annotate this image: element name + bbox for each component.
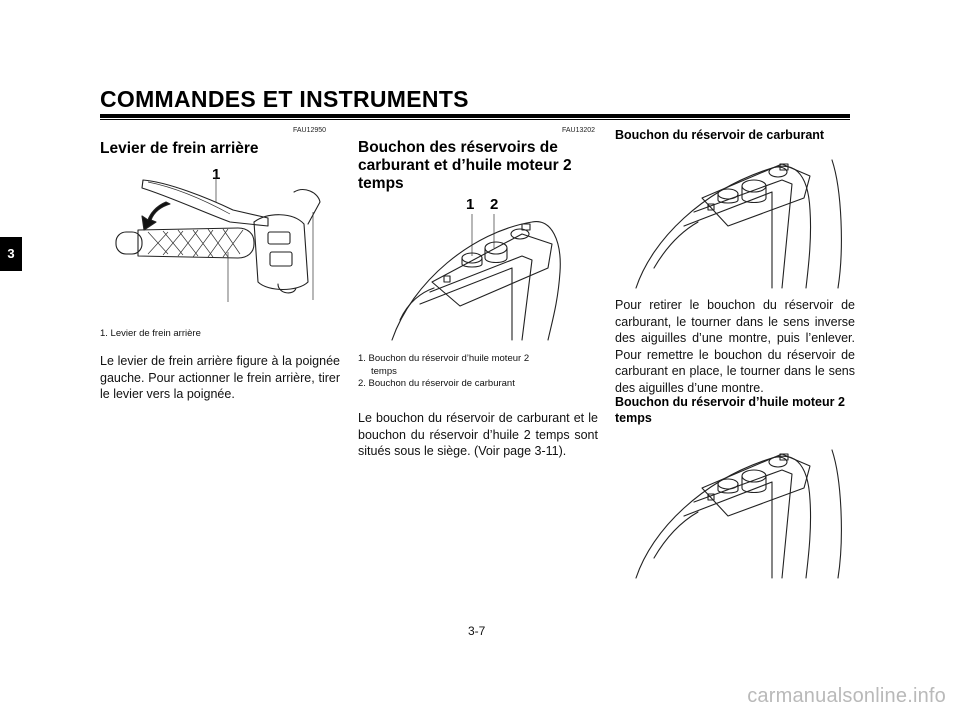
body-text-fuel-cap: Pour retirer le bouchon du réservoir de carburant, le tourner dans le sens inverse des aiguilles d’une montre, puis l’enlever. Pour remettre le bouchon du réservoir de carburant en place, le tourner dans le sens des aiguilles d’une montre. — [615, 298, 855, 395]
header-rule-thin — [100, 119, 850, 120]
page-number: 3-7 — [468, 624, 486, 638]
heading-line: carburant et d’huile moteur 2 — [358, 157, 572, 174]
section-heading-brake-lever: Levier de frein arrière — [100, 140, 259, 157]
tank-caps-illustration — [372, 212, 592, 342]
subheading-oil-cap — [615, 394, 855, 426]
watermark: carmanualsonline.info — [747, 685, 946, 707]
caption-line: 2. Bouchon du réservoir de carburant — [358, 378, 515, 389]
caption-line: temps — [371, 365, 397, 377]
page-header-title: COMMANDES ET INSTRUMENTS — [100, 86, 469, 112]
section-code: FAU12950 — [293, 127, 327, 134]
figure-callout-1: 1 — [466, 196, 475, 213]
chapter-tab: 3 — [0, 237, 22, 271]
subheading-fuel-cap: Bouchon du réservoir de carburant — [615, 128, 825, 142]
heading-line: Bouchon des réservoirs de — [358, 139, 558, 156]
figure-caption-brake — [100, 328, 340, 341]
oil-cap-illustration — [632, 440, 852, 580]
heading-line: temps — [615, 411, 652, 425]
brake-lever-illustration — [108, 172, 328, 302]
body-text-brake: Le levier de frein arrière figure à la poignée gauche. Pour actionner le frein arrière, tirer le levier vers la poignée. — [100, 354, 340, 401]
caption-line: 1. Levier de frein arrière — [100, 328, 201, 339]
section-heading-tank-caps — [358, 139, 598, 193]
heading-line: Bouchon du réservoir d’huile moteur 2 — [615, 395, 845, 409]
figure-callout-1: 1 — [212, 166, 221, 183]
figure-callout-2: 2 — [490, 196, 499, 213]
figure-caption-tank-caps — [358, 353, 598, 391]
caption-line: 1. Bouchon du réservoir d’huile moteur 2 — [358, 353, 530, 364]
header-rule — [100, 114, 850, 118]
section-code: FAU13202 — [562, 127, 596, 134]
heading-line: temps — [358, 175, 404, 192]
body-text-tank-caps: Le bouchon du réservoir de carburant et le bouchon du réservoir d’huile 2 temps sont situés sous le siège. (Voir page 3-11). — [358, 411, 598, 458]
fuel-cap-illustration — [632, 150, 852, 290]
